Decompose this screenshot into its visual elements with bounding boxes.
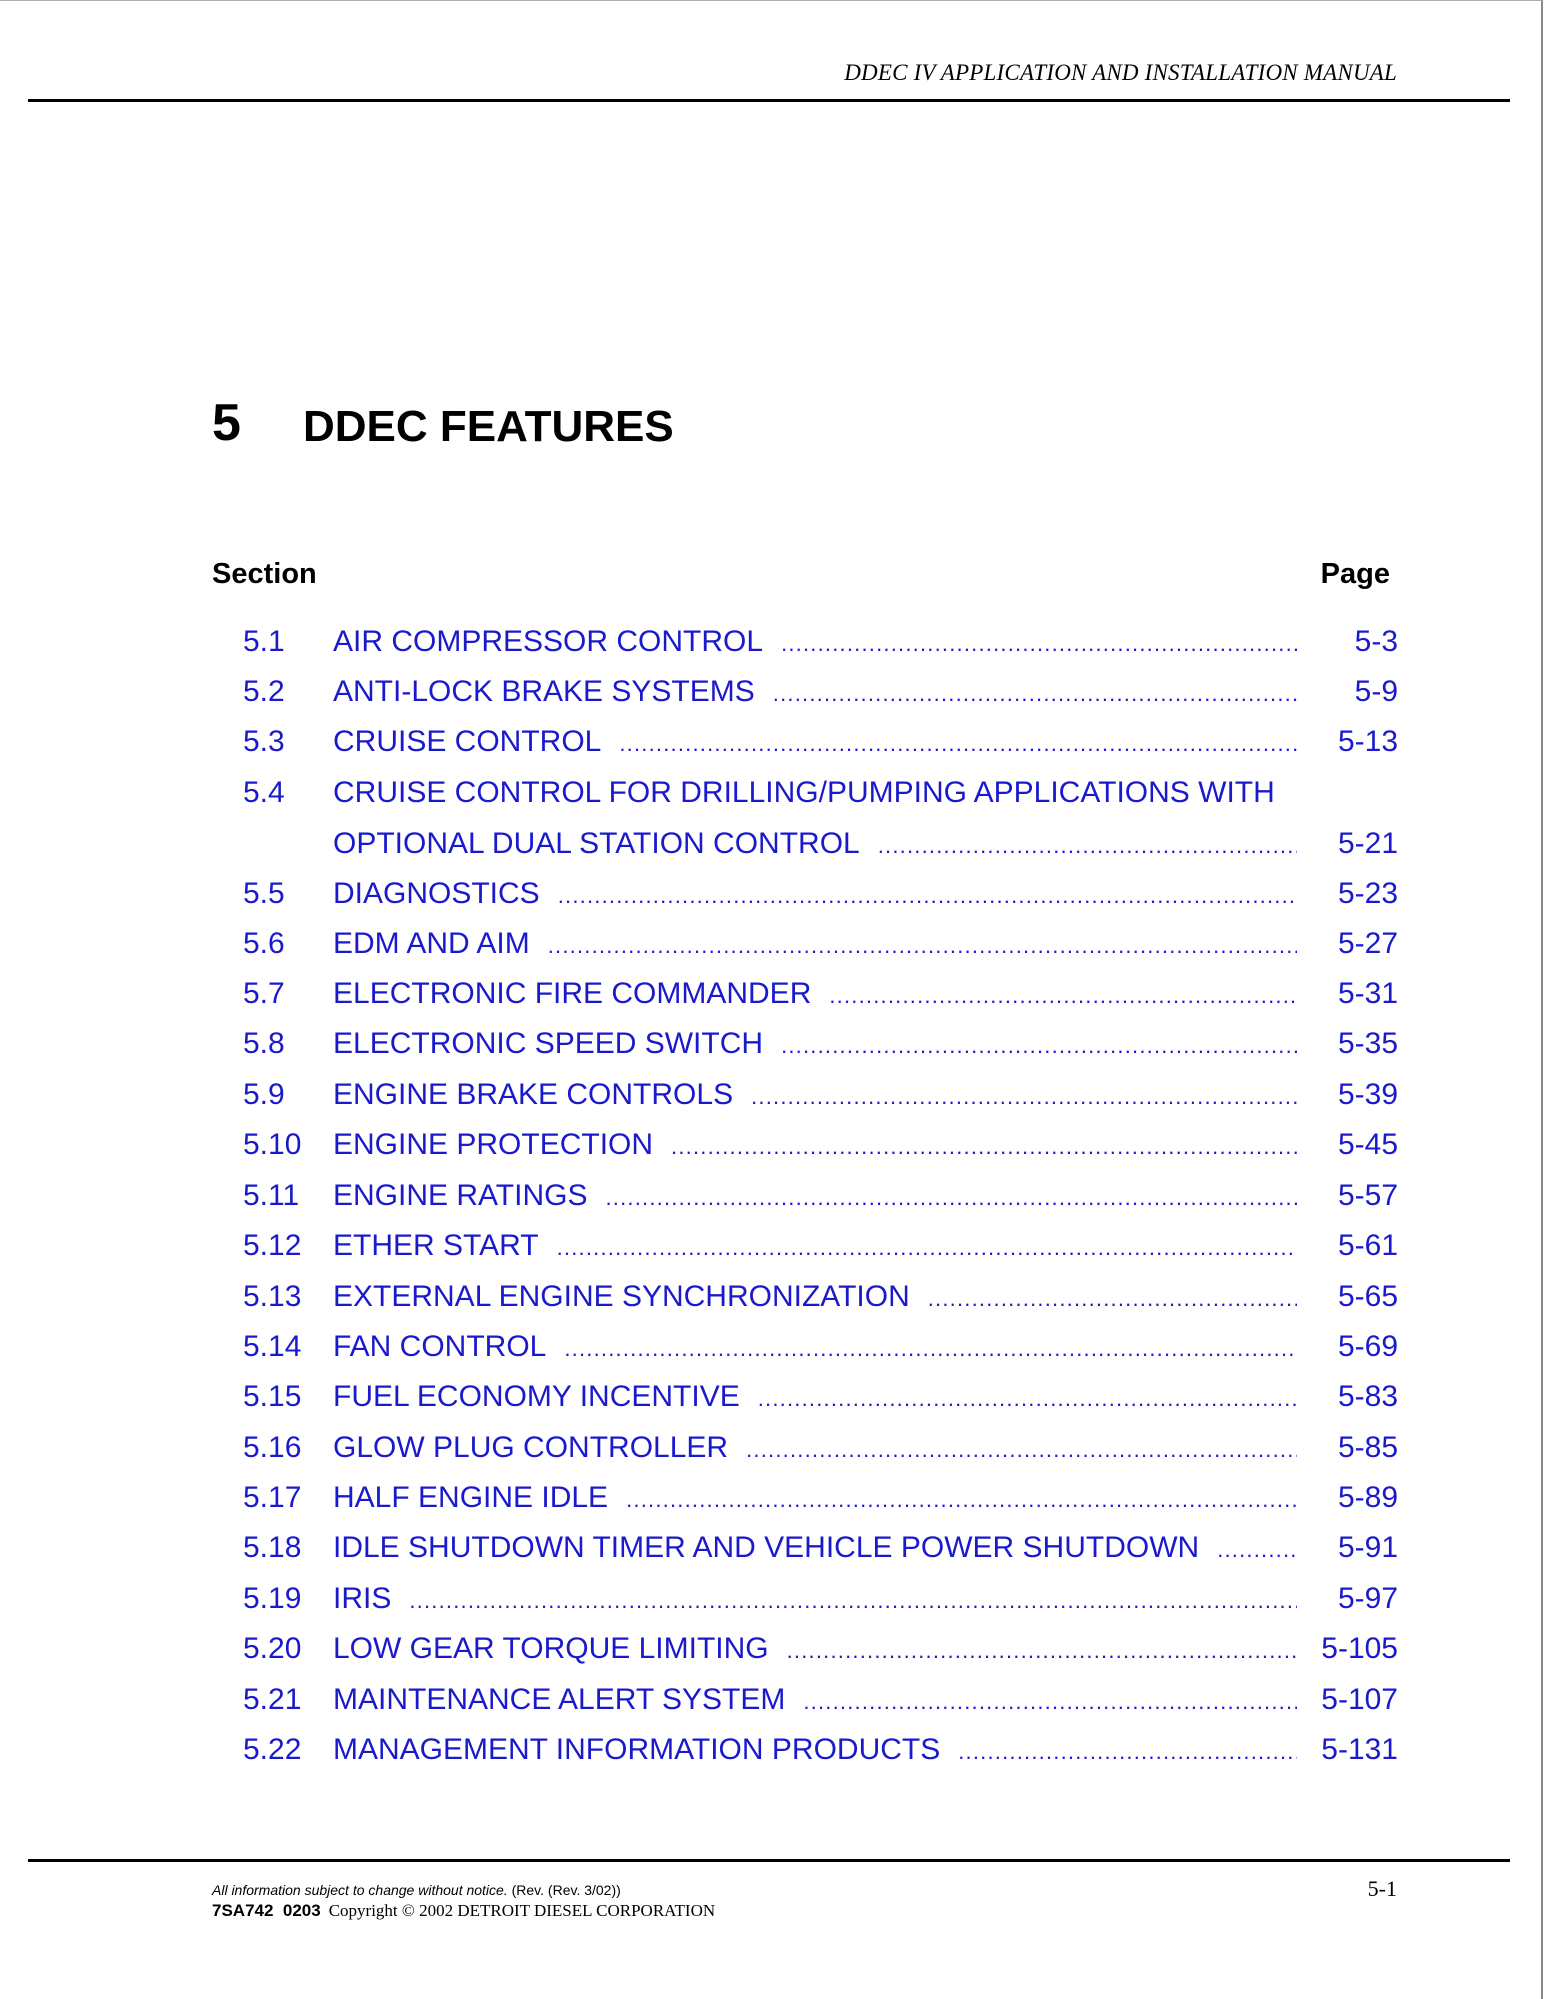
chapter-number: 5 — [212, 394, 241, 452]
toc-entry-number: 5.10 — [243, 1128, 302, 1161]
toc-entry-link[interactable] — [0, 1024, 1546, 1064]
toc-entry-link[interactable] — [0, 1075, 1546, 1115]
toc-entry-number: 5.4 — [243, 776, 285, 809]
toc-entry-page: 5-91 — [1337, 1531, 1398, 1564]
toc-entry-title: ETHER START — [333, 1229, 539, 1262]
toc-entry-link[interactable] — [0, 622, 1546, 662]
toc-entry-link[interactable] — [0, 1680, 1546, 1720]
dot-leader — [558, 876, 1297, 916]
toc-entry-page: 5-61 — [1337, 1229, 1398, 1262]
page-column-heading: Page — [1320, 558, 1390, 590]
toc-entry-page: 5-45 — [1337, 1128, 1398, 1161]
toc-entry-number: 5.5 — [243, 877, 285, 910]
toc-entry-number: 5.20 — [243, 1632, 302, 1665]
toc-entry-page: 5-131 — [1321, 1733, 1398, 1766]
toc-entry-page: 5-3 — [1354, 625, 1398, 658]
toc-entry-page: 5-23 — [1337, 877, 1398, 910]
toc-entry-page: 5-65 — [1337, 1280, 1398, 1313]
toc-entry-page: 5-9 — [1354, 675, 1398, 708]
toc-entry-link[interactable] — [0, 1277, 1546, 1317]
toc-entry-link[interactable] — [0, 1176, 1546, 1216]
toc-entry-link[interactable] — [0, 1327, 1546, 1367]
toc-entry-page: 5-21 — [1337, 827, 1398, 860]
dot-leader — [619, 724, 1297, 764]
toc-entry-title: HALF ENGINE IDLE — [333, 1481, 609, 1514]
toc-entry-page: 5-39 — [1337, 1078, 1398, 1111]
dot-leader — [671, 1127, 1297, 1167]
change-notice: All information subject to change without notice. — [212, 1882, 508, 1898]
toc-entry-link[interactable] — [0, 974, 1546, 1014]
toc-entry-link[interactable] — [0, 1226, 1546, 1266]
toc-entry-number: 5.3 — [243, 725, 285, 758]
dot-leader — [746, 1430, 1297, 1470]
toc-entry-title-continued: OPTIONAL DUAL STATION CONTROL — [333, 827, 860, 860]
page-number: 5-1 — [1367, 1876, 1397, 1901]
toc-entry-number: 5.14 — [243, 1330, 302, 1363]
dot-leader — [781, 624, 1297, 664]
toc-entry-title: LOW GEAR TORQUE LIMITING — [333, 1632, 769, 1665]
toc-entry-link[interactable] — [0, 1478, 1546, 1518]
toc-entry-link[interactable] — [0, 924, 1546, 964]
toc-entry-page: 5-13 — [1337, 725, 1398, 758]
toc-entry-page: 5-85 — [1337, 1431, 1398, 1464]
dot-leader — [829, 976, 1297, 1016]
dot-leader — [773, 674, 1297, 714]
dot-leader — [758, 1379, 1297, 1419]
toc-entry-number: 5.7 — [243, 977, 285, 1010]
toc-entry-number: 5.6 — [243, 927, 285, 960]
toc-entry-page: 5-57 — [1337, 1179, 1398, 1212]
toc-entry-title: ENGINE PROTECTION — [333, 1128, 654, 1161]
toc-entry-page: 5-27 — [1337, 927, 1398, 960]
toc-entry-link[interactable] — [0, 773, 1546, 813]
toc-entry-link[interactable] — [0, 1730, 1546, 1770]
toc-entry-number: 5.13 — [243, 1280, 302, 1313]
dot-leader — [626, 1480, 1297, 1520]
toc-entry-number: 5.18 — [243, 1531, 302, 1564]
toc-entry-number: 5.2 — [243, 675, 285, 708]
toc-entry-title: ELECTRONIC FIRE COMMANDER — [333, 977, 812, 1010]
dot-leader — [751, 1077, 1297, 1117]
toc-entry-page: 5-69 — [1337, 1330, 1398, 1363]
toc-entry-title: EDM AND AIM — [333, 927, 530, 960]
copyright-text: Copyright © 2002 DETROIT DIESEL CORPORATION — [328, 1901, 716, 1920]
toc-entry-number: 5.1 — [243, 625, 285, 658]
toc-entry-page: 5-107 — [1321, 1683, 1398, 1716]
toc-entry-title: FUEL ECONOMY INCENTIVE — [333, 1380, 740, 1413]
toc-entry-title: ENGINE RATINGS — [333, 1179, 588, 1212]
toc-entry-title: ELECTRONIC SPEED SWITCH — [333, 1027, 764, 1060]
toc-entry-title: CRUISE CONTROL FOR DRILLING/PUMPING APPLICATIONS WITH — [333, 776, 1275, 809]
toc-entry-title: IDLE SHUTDOWN TIMER AND VEHICLE POWER SHUTDOWN — [333, 1531, 1200, 1564]
toc-entry-title: ENGINE BRAKE CONTROLS — [333, 1078, 734, 1111]
toc-entry-title: MANAGEMENT INFORMATION PRODUCTS — [333, 1733, 941, 1766]
dot-leader — [605, 1178, 1297, 1218]
toc-entry-title: GLOW PLUG CONTROLLER — [333, 1431, 729, 1464]
toc-entry-page: 5-31 — [1337, 977, 1398, 1010]
footer-copyright-line — [212, 1901, 715, 1921]
dot-leader — [1217, 1530, 1297, 1570]
toc-entry-page: 5-105 — [1321, 1632, 1398, 1665]
toc-entry-number: 5.9 — [243, 1078, 285, 1111]
dot-leader — [557, 1228, 1297, 1268]
dot-leader — [787, 1631, 1297, 1671]
document-code: 7SA742 0203 — [212, 1901, 321, 1920]
toc-entry-number: 5.11 — [243, 1179, 300, 1212]
running-header: DDEC IV APPLICATION AND INSTALLATION MANUAL — [844, 60, 1397, 85]
toc-entry-number: 5.12 — [243, 1229, 302, 1262]
toc-entry-title: DIAGNOSTICS — [333, 877, 540, 910]
header-rule — [28, 99, 1510, 102]
toc-entry-link[interactable] — [0, 1629, 1546, 1669]
toc-entry-page: 5-97 — [1337, 1582, 1398, 1615]
dot-leader — [878, 826, 1297, 866]
toc-entry-page: 5-89 — [1337, 1481, 1398, 1514]
dot-leader — [409, 1581, 1297, 1621]
section-column-heading: Section — [212, 558, 317, 590]
toc-entry-title: CRUISE CONTROL — [333, 725, 602, 758]
chapter-title: DDEC FEATURES — [303, 402, 674, 451]
toc-entry-link[interactable] — [0, 824, 1546, 864]
dot-leader — [803, 1682, 1297, 1722]
toc-entry-number: 5.21 — [243, 1683, 302, 1716]
toc-entry-link[interactable] — [0, 1528, 1546, 1568]
toc-entry-number: 5.22 — [243, 1733, 302, 1766]
dot-leader — [928, 1279, 1297, 1319]
dot-leader — [781, 1026, 1297, 1066]
toc-entry-link[interactable] — [0, 1377, 1546, 1417]
toc-entry-link[interactable] — [0, 874, 1546, 914]
toc-entry-title: ANTI-LOCK BRAKE SYSTEMS — [333, 675, 755, 708]
toc-entry-link[interactable] — [0, 1579, 1546, 1619]
toc-entry-title: FAN CONTROL — [333, 1330, 547, 1363]
toc-entry-number: 5.15 — [243, 1380, 302, 1413]
toc-entry-page: 5-83 — [1337, 1380, 1398, 1413]
toc-entry-title: MAINTENANCE ALERT SYSTEM — [333, 1683, 786, 1716]
toc-entry-title: AIR COMPRESSOR CONTROL — [333, 625, 764, 658]
toc-entry-number: 5.19 — [243, 1582, 302, 1615]
dot-leader — [958, 1732, 1297, 1772]
revision-note: (Rev. (Rev. 3/02)) — [511, 1882, 621, 1898]
toc-entry-link[interactable] — [0, 722, 1546, 762]
toc-entry-number: 5.16 — [243, 1431, 302, 1464]
toc-entry-link[interactable] — [0, 672, 1546, 712]
dot-leader — [548, 926, 1297, 966]
footer-rule — [28, 1859, 1510, 1862]
dot-leader — [564, 1329, 1297, 1369]
footer-notice — [212, 1882, 621, 1898]
toc-entry-title: EXTERNAL ENGINE SYNCHRONIZATION — [333, 1280, 910, 1313]
toc-entry-number: 5.8 — [243, 1027, 285, 1060]
toc-entry-link[interactable] — [0, 1428, 1546, 1468]
toc-entry-link[interactable] — [0, 1125, 1546, 1165]
toc-entry-title: IRIS — [333, 1582, 392, 1615]
toc-entry-number: 5.17 — [243, 1481, 302, 1514]
toc-entry-page: 5-35 — [1337, 1027, 1398, 1060]
